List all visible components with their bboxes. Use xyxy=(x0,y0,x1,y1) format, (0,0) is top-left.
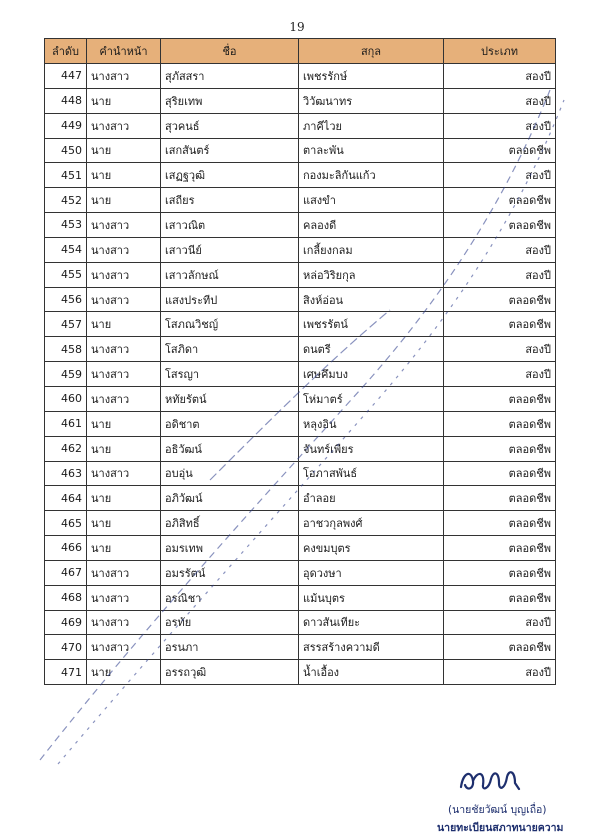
cell-first-name: อรทัย xyxy=(161,610,299,635)
cell-title: นางสาว xyxy=(87,635,161,660)
cell-no: 468 xyxy=(45,585,87,610)
cell-type: ตลอดชีพ xyxy=(444,287,556,312)
cell-type: สองปี xyxy=(444,660,556,685)
table-row xyxy=(45,511,556,536)
cell-last-name: กองมะลิกันแก้ว xyxy=(299,163,444,188)
cell-no: 452 xyxy=(45,188,87,213)
cell-first-name: อภิวัฒน์ xyxy=(161,486,299,511)
signer-name: (นายชัยวัฒน์ บุญเถื่อ) xyxy=(448,804,547,816)
cell-last-name: เพชรรักษ์ xyxy=(299,64,444,89)
cell-first-name: สุริยเทพ xyxy=(161,88,299,113)
cell-last-name: แสงขำ xyxy=(299,188,444,213)
table-row xyxy=(45,610,556,635)
cell-first-name: เสาวณิต xyxy=(161,213,299,238)
cell-title: นางสาว xyxy=(87,262,161,287)
table-row xyxy=(45,312,556,337)
table-body xyxy=(45,64,556,685)
cell-type: สองปี xyxy=(444,262,556,287)
header-no: ลำดับ xyxy=(45,39,87,64)
cell-type: สองปี xyxy=(444,163,556,188)
header-first-name: ชื่อ xyxy=(161,39,299,64)
cell-title: นาย xyxy=(87,88,161,113)
cell-first-name: อรณิชา xyxy=(161,585,299,610)
table-row xyxy=(45,64,556,89)
cell-last-name: ดาวสันเทียะ xyxy=(299,610,444,635)
table-row xyxy=(45,436,556,461)
cell-first-name: อดิชาต xyxy=(161,411,299,436)
cell-title: นางสาว xyxy=(87,237,161,262)
table-row xyxy=(45,138,556,163)
cell-type: ตลอดชีพ xyxy=(444,138,556,163)
cell-type: ตลอดชีพ xyxy=(444,213,556,238)
cell-no: 460 xyxy=(45,386,87,411)
cell-title: นางสาว xyxy=(87,362,161,387)
cell-last-name: หล่อวิริยกุล xyxy=(299,262,444,287)
signer-title: นายทะเบียนสภาทนายความ xyxy=(437,822,564,834)
cell-last-name: ดนตรี xyxy=(299,337,444,362)
cell-last-name: เกลี้ยงกลม xyxy=(299,237,444,262)
cell-first-name: อรรถวุฒิ xyxy=(161,660,299,685)
cell-last-name: น้ำเอื้อง xyxy=(299,660,444,685)
cell-first-name: แสงประทีป xyxy=(161,287,299,312)
header-title: คำนำหน้า xyxy=(87,39,161,64)
cell-title: นางสาว xyxy=(87,64,161,89)
table-row xyxy=(45,213,556,238)
cell-no: 465 xyxy=(45,511,87,536)
cell-no: 466 xyxy=(45,536,87,561)
cell-no: 456 xyxy=(45,287,87,312)
cell-no: 449 xyxy=(45,113,87,138)
cell-title: นาย xyxy=(87,163,161,188)
cell-title: นางสาว xyxy=(87,213,161,238)
cell-first-name: อมรเทพ xyxy=(161,536,299,561)
table-row xyxy=(45,536,556,561)
table-row xyxy=(45,486,556,511)
cell-no: 455 xyxy=(45,262,87,287)
cell-type: ตลอดชีพ xyxy=(444,386,556,411)
cell-no: 470 xyxy=(45,635,87,660)
cell-title: นางสาว xyxy=(87,461,161,486)
header-type: ประเภท xyxy=(444,39,556,64)
cell-first-name: เสถียร xyxy=(161,188,299,213)
cell-first-name: อภิสิทธิ์ xyxy=(161,511,299,536)
cell-type: สองปี xyxy=(444,362,556,387)
cell-last-name: ภาคีไวย xyxy=(299,113,444,138)
cell-title: นาย xyxy=(87,511,161,536)
cell-title: นางสาว xyxy=(87,337,161,362)
table-row xyxy=(45,188,556,213)
table-row xyxy=(45,337,556,362)
cell-no: 469 xyxy=(45,610,87,635)
cell-last-name: จันทร์เพียร xyxy=(299,436,444,461)
cell-title: นาย xyxy=(87,312,161,337)
cell-type: สองปี xyxy=(444,610,556,635)
table-row xyxy=(45,560,556,585)
cell-first-name: อรนภา xyxy=(161,635,299,660)
cell-title: นาย xyxy=(87,411,161,436)
table-row xyxy=(45,411,556,436)
cell-last-name: อุดวงษา xyxy=(299,560,444,585)
cell-title: นางสาว xyxy=(87,287,161,312)
cell-first-name: เสาวนีย์ xyxy=(161,237,299,262)
cell-last-name: อาชวกุลพงศ์ xyxy=(299,511,444,536)
cell-last-name: อำลอย xyxy=(299,486,444,511)
table-row xyxy=(45,635,556,660)
cell-first-name: โสภณวิชญ์ xyxy=(161,312,299,337)
cell-first-name: สุวคนธ์ xyxy=(161,113,299,138)
table-row xyxy=(45,287,556,312)
cell-type: ตลอดชีพ xyxy=(444,511,556,536)
cell-first-name: เสฏฐวุฒิ xyxy=(161,163,299,188)
cell-first-name: โสรญา xyxy=(161,362,299,387)
member-table xyxy=(44,38,556,685)
cell-type: สองปี xyxy=(444,64,556,89)
cell-title: นาย xyxy=(87,536,161,561)
cell-last-name: สิงห์อ่อน xyxy=(299,287,444,312)
cell-type: สองปี xyxy=(444,113,556,138)
cell-last-name: ตาละพัน xyxy=(299,138,444,163)
cell-first-name: โสภิดา xyxy=(161,337,299,362)
cell-no: 463 xyxy=(45,461,87,486)
table-row xyxy=(45,461,556,486)
cell-last-name: หลุงอิน xyxy=(299,411,444,436)
header-last-name: สกุล xyxy=(299,39,444,64)
page-number: 19 xyxy=(289,20,305,34)
cell-no: 454 xyxy=(45,237,87,262)
table-header-row xyxy=(45,39,556,64)
cell-no: 458 xyxy=(45,337,87,362)
cell-no: 457 xyxy=(45,312,87,337)
cell-no: 461 xyxy=(45,411,87,436)
cell-title: นาย xyxy=(87,486,161,511)
cell-type: ตลอดชีพ xyxy=(444,436,556,461)
cell-title: นาย xyxy=(87,436,161,461)
cell-type: ตลอดชีพ xyxy=(444,585,556,610)
table-row xyxy=(45,660,556,685)
table-row xyxy=(45,386,556,411)
cell-type: ตลอดชีพ xyxy=(444,536,556,561)
cell-type: สองปี xyxy=(444,88,556,113)
signature-mark xyxy=(455,763,525,797)
cell-last-name: สรรสร้างความดี xyxy=(299,635,444,660)
cell-first-name: อมรรัตน์ xyxy=(161,560,299,585)
table-row xyxy=(45,362,556,387)
cell-first-name: เสาวลักษณ์ xyxy=(161,262,299,287)
cell-last-name: คงขมบุตร xyxy=(299,536,444,561)
cell-first-name: เสกสันตร์ xyxy=(161,138,299,163)
cell-no: 447 xyxy=(45,64,87,89)
cell-last-name: เพชรรัตน์ xyxy=(299,312,444,337)
cell-first-name: อธิวัฒน์ xyxy=(161,436,299,461)
table-row xyxy=(45,88,556,113)
table-row xyxy=(45,113,556,138)
cell-last-name: เศษคึมบง xyxy=(299,362,444,387)
table-row xyxy=(45,585,556,610)
cell-type: สองปี xyxy=(444,337,556,362)
cell-title: นางสาว xyxy=(87,585,161,610)
cell-title: นาย xyxy=(87,188,161,213)
cell-title: นาย xyxy=(87,660,161,685)
cell-last-name: วิวัฒนาทร xyxy=(299,88,444,113)
cell-last-name: คลองดี xyxy=(299,213,444,238)
cell-title: นางสาว xyxy=(87,560,161,585)
cell-no: 459 xyxy=(45,362,87,387)
cell-title: นางสาว xyxy=(87,386,161,411)
cell-first-name: หทัยรัตน์ xyxy=(161,386,299,411)
cell-type: ตลอดชีพ xyxy=(444,411,556,436)
cell-type: ตลอดชีพ xyxy=(444,188,556,213)
cell-type: ตลอดชีพ xyxy=(444,312,556,337)
cell-title: นางสาว xyxy=(87,113,161,138)
cell-type: ตลอดชีพ xyxy=(444,461,556,486)
table-row xyxy=(45,237,556,262)
cell-last-name: โห่มาตร์ xyxy=(299,386,444,411)
cell-no: 467 xyxy=(45,560,87,585)
cell-type: ตลอดชีพ xyxy=(444,560,556,585)
cell-no: 451 xyxy=(45,163,87,188)
cell-no: 448 xyxy=(45,88,87,113)
cell-no: 464 xyxy=(45,486,87,511)
cell-no: 471 xyxy=(45,660,87,685)
cell-type: ตลอดชีพ xyxy=(444,486,556,511)
cell-first-name: อบอุ่น xyxy=(161,461,299,486)
cell-no: 453 xyxy=(45,213,87,238)
cell-no: 462 xyxy=(45,436,87,461)
cell-type: ตลอดชีพ xyxy=(444,635,556,660)
cell-last-name: โอภาสพันธ์ xyxy=(299,461,444,486)
cell-first-name: สุภัสสรา xyxy=(161,64,299,89)
cell-title: นาย xyxy=(87,138,161,163)
table-row xyxy=(45,163,556,188)
cell-no: 450 xyxy=(45,138,87,163)
cell-type: สองปี xyxy=(444,237,556,262)
cell-title: นางสาว xyxy=(87,610,161,635)
cell-last-name: แม้นบุตร xyxy=(299,585,444,610)
table-row xyxy=(45,262,556,287)
